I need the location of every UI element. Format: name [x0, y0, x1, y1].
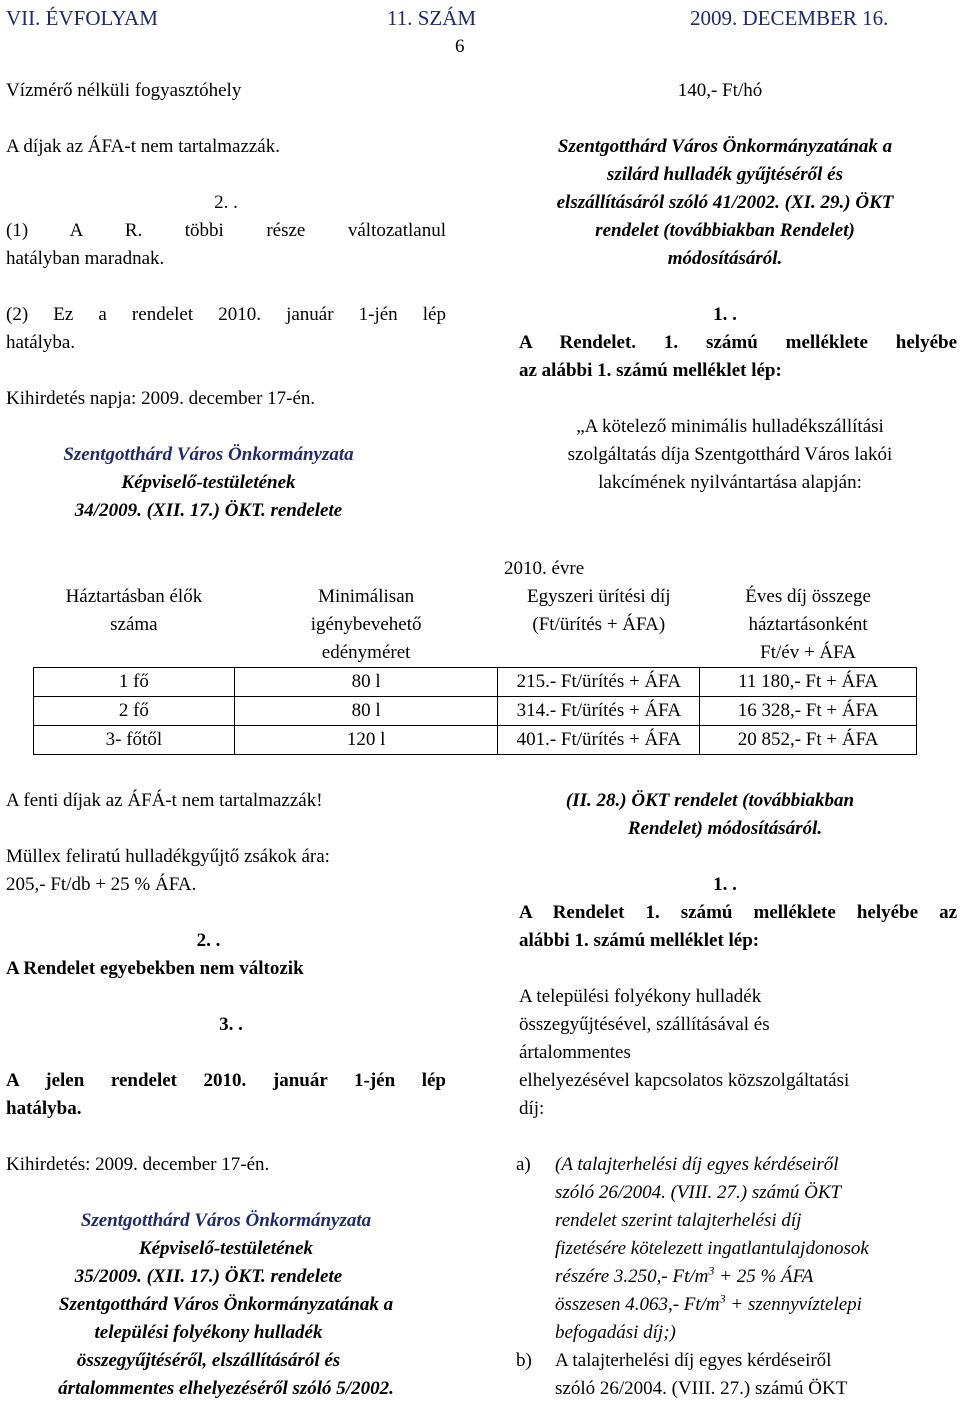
ordinance-body-line1: Szentgotthárd Város Önkormányzata — [63, 444, 354, 465]
section-2: 2. . — [214, 192, 238, 213]
ordinance2-title-line4: ártalommentes elhelyezéséről szóló 5/2002. — [58, 1378, 394, 1399]
header-date: 2009. DECEMBER 16. — [690, 6, 889, 30]
header-container-size: Minimálisan igénybevehető edényméret — [310, 586, 422, 663]
table-row: 1 fő 80 l 215.- Ft/ürítés + ÁFA 11 180,- Ft + ÁFA — [34, 668, 917, 697]
item-b-label: b) — [516, 1350, 532, 1371]
para-1-line2: hatályban maradnak. — [6, 248, 165, 269]
fee2-line2: összegyűjtésével, szállításával és — [519, 1014, 770, 1035]
fee2-line5: díj: — [519, 1098, 545, 1119]
title2-line1: (II. 28.) ÖKT rendelet (továbbiakban — [565, 790, 855, 811]
header-volume: VII. ÉVFOLYAM — [6, 6, 158, 30]
fee2-line4: elhelyezésével kapcsolatos közszolgáltatási — [519, 1070, 850, 1091]
header-emptying-fee: Egyszeri ürítési díj (Ft/ürítés + ÁFA) — [527, 586, 671, 635]
item-a-line7: befogadási díj;) — [555, 1322, 676, 1343]
ordinance2-title-line1: Szentgotthárd Város Önkormányzatának a — [58, 1294, 394, 1315]
no-change: A Rendelet egyebekben nem változik — [6, 958, 304, 979]
title-line5: módosításáról. — [667, 248, 783, 269]
title2-line2: Rendelet) módosításáról. — [627, 818, 823, 839]
title-line2: szilárd hulladék gyűjtéséről és — [607, 164, 843, 185]
fee2-line3: ártalommentes — [519, 1042, 631, 1063]
ordinance-body-line2: Képviselő-testületének — [121, 472, 296, 493]
item-a-line1: (A talajterhelési díj egyes kérdéseiről — [555, 1154, 839, 1175]
vat-note: A díjak az ÁFA-t nem tartalmazzák. — [6, 136, 280, 157]
bags-price-line1: Müllex feliratú hulladékgyűjtő zsákok ára: — [6, 846, 330, 867]
header-annual-fee: Éves díj összege háztartásonként Ft/év + ÁFA — [745, 586, 871, 663]
title-line4: rendelet (továbbiakban Rendelet) — [595, 220, 855, 241]
ordinance2-number: 35/2009. (XII. 17.) ÖKT. rendelete — [74, 1266, 343, 1287]
para-1-line1: (1) A R. többi része változatlanul — [6, 220, 446, 241]
item-a-line5: részére 3.250,- $Ft/m^3 + 25$ % ÁFA — [555, 1263, 814, 1287]
header-households: Háztartásban élők száma — [65, 586, 203, 635]
fee-value: 140,- Ft/hó — [677, 80, 763, 101]
amend-line2: az alábbi 1. számú melléklet lép: — [519, 360, 782, 381]
item-a-line6: összesen 4.063,- $Ft/m^3$ + szennyvíztelepi — [555, 1291, 862, 1315]
ordinance2-body-line2: Képviselő-testületének — [138, 1238, 314, 1259]
quote-line3: lakcímének nyilvántartása alapján: — [598, 472, 862, 493]
effect-line1: A jelen rendelet 2010. január 1-jén lép — [6, 1070, 446, 1091]
para-2-line2: hatályba. — [6, 332, 76, 353]
title-line3: elszállításáról szóló 41/2002. (XI. 29.) ÖKT — [556, 192, 894, 213]
amend-line1: A Rendelet. 1. számú melléklete helyébe — [519, 332, 957, 353]
bags-price-line2: 205,- Ft/db + 25 % ÁFA. — [6, 874, 197, 895]
promulgation-2: Kihirdetés: 2009. december 17-én. — [6, 1154, 270, 1175]
effect-line2: hatályba. — [6, 1098, 82, 1119]
year-header: 2010. évre — [503, 558, 585, 579]
item-a-line3: rendelet szerint talajterhelési díj — [555, 1210, 802, 1231]
promulgation: Kihirdetés napja: 2009. december 17-én. — [6, 388, 316, 409]
ordinance2-title-line3: összegyűjtéséről, elszállításáról és — [76, 1350, 341, 1371]
quote-line2: szolgáltatás díja Szentgotthárd Város lakói — [567, 444, 893, 465]
header-issue: 11. SZÁM — [387, 6, 477, 30]
item-b-line2: szóló 26/2004. (VIII. 27.) számú ÖKT — [555, 1378, 848, 1399]
section-3: 3. . — [219, 1014, 243, 1035]
fee-table — [33, 555, 917, 755]
page-number: 6 — [455, 36, 465, 57]
amend2-line1: A Rendelet 1. számú melléklete helyébe az — [519, 902, 957, 923]
vat-note-2: A fenti díjak az ÁFÁ-t nem tartalmazzák! — [6, 790, 323, 811]
section-1: 1. . — [713, 304, 737, 325]
quote-line1: „A kötelező minimális hulladékszállítási — [576, 416, 884, 437]
item-a-line2: szóló 26/2004. (VIII. 27.) számú ÖKT — [555, 1182, 842, 1203]
section-2b: 2. . — [196, 930, 221, 951]
table-row: 2 fő 80 l 314.- Ft/ürítés + ÁFA 16 328,- Ft + ÁFA — [34, 697, 917, 726]
ordinance2-body-line1: Szentgotthárd Város Önkormányzata — [80, 1210, 372, 1231]
fee-label: Vízmérő nélküli fogyasztóhely — [6, 80, 242, 101]
item-a-line4: fizetésére kötelezett ingatlantulajdonosok — [555, 1238, 869, 1259]
item-a-label: a) — [516, 1154, 531, 1175]
section-1b: 1. . — [713, 874, 737, 895]
table-row: 3- főtől 120 l 401.- Ft/ürítés + ÁFA 20 852,- Ft + ÁFA — [34, 726, 917, 755]
item-b-line1: A talajterhelési díj egyes kérdéseiről — [555, 1350, 832, 1371]
para-2-line1: (2) Ez a rendelet 2010. január 1-jén lép — [6, 304, 446, 325]
fee2-line1: A települési folyékony hulladék — [519, 986, 762, 1007]
title-line1: Szentgotthárd Város Önkormányzatának a — [557, 136, 893, 157]
amend2-line2: alábbi 1. számú melléklet lép: — [519, 930, 760, 951]
ordinance2-title-line2: települési folyékony hulladék — [94, 1322, 323, 1343]
ordinance-number: 34/2009. (XII. 17.) ÖKT. rendelete — [74, 500, 343, 521]
